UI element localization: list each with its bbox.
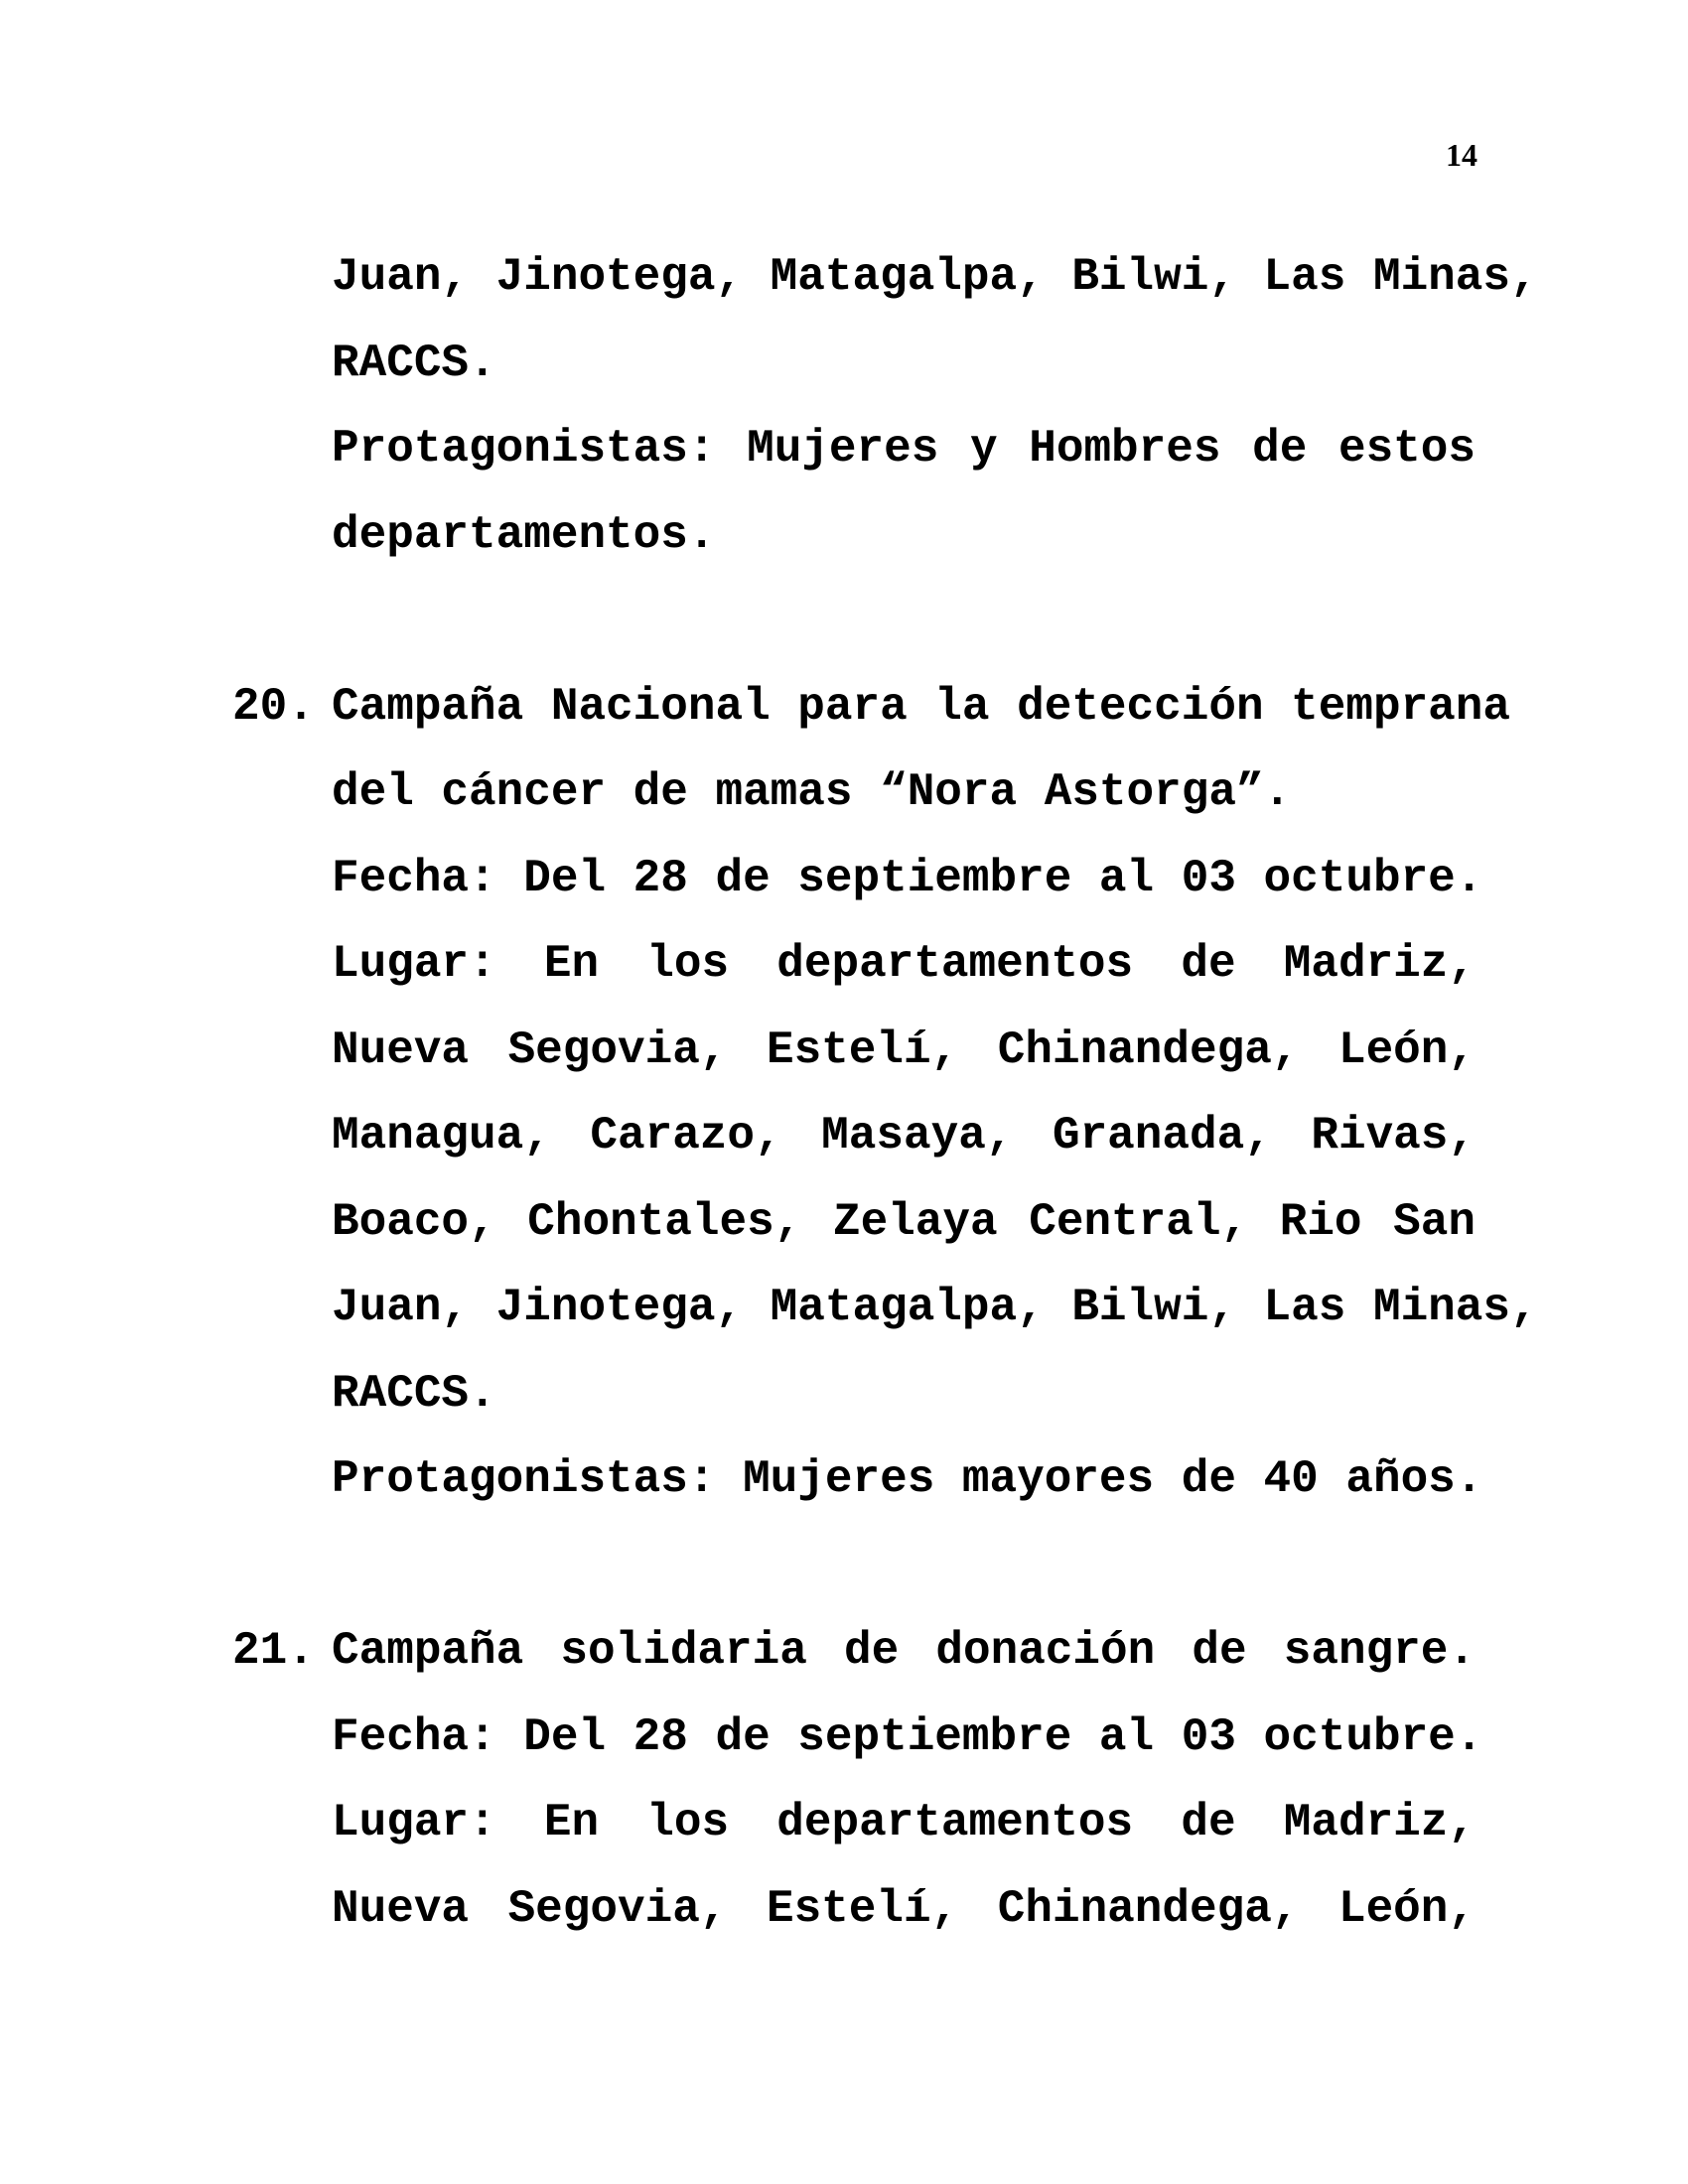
text-line: departamentos. bbox=[332, 508, 716, 561]
text-line: Fecha: Del 28 de septiembre al 03 octubre. bbox=[332, 1710, 1483, 1763]
list-item-20 bbox=[232, 664, 1538, 1523]
text-line: Protagonistas: Mujeres y Hombres de estos bbox=[332, 423, 1476, 475]
page-number: 14 bbox=[1446, 137, 1477, 173]
paragraph-gap bbox=[332, 578, 1476, 664]
text-line: Managua, Carazo, Masaya, Granada, Rivas, bbox=[332, 1110, 1476, 1161]
text-line: Boaco, Chontales, Zelaya Central, Rio San bbox=[332, 1195, 1476, 1248]
text-line: Fecha: Del 28 de septiembre al 03 octubre. bbox=[332, 852, 1483, 904]
list-item-21 bbox=[232, 1608, 1483, 1952]
list-item-number: 20. bbox=[232, 680, 315, 733]
text-line: Lugar: En los departamentos de Madriz, bbox=[332, 1797, 1476, 1848]
text-line: RACCS. bbox=[332, 337, 496, 389]
text-line: Protagonistas: Mujeres mayores de 40 años. bbox=[332, 1453, 1483, 1505]
paragraph-gap bbox=[332, 1523, 1476, 1609]
text-line: Lugar: En los departamentos de Madriz, bbox=[332, 938, 1476, 990]
text-line: Campaña Nacional para la detección temprana bbox=[332, 680, 1510, 733]
text-line: Nueva Segovia, Estelí, Chinandega, León, bbox=[332, 1882, 1476, 1935]
text-line: Juan, Jinotega, Matagalpa, Bilwi, Las Minas, bbox=[332, 251, 1538, 303]
text-line: Campaña solidaria de donación de sangre. bbox=[332, 1625, 1476, 1677]
text-line: Nueva Segovia, Estelí, Chinandega, León, bbox=[332, 1024, 1476, 1076]
text-line: del cáncer de mamas “Nora Astorga”. bbox=[332, 766, 1292, 818]
document-body bbox=[232, 234, 1538, 1952]
list-item-number: 21. bbox=[232, 1625, 315, 1677]
text-line: Juan, Jinotega, Matagalpa, Bilwi, Las Minas, bbox=[332, 1282, 1538, 1333]
text-line: RACCS. bbox=[332, 1367, 496, 1420]
intro-paragraph bbox=[332, 234, 1538, 578]
